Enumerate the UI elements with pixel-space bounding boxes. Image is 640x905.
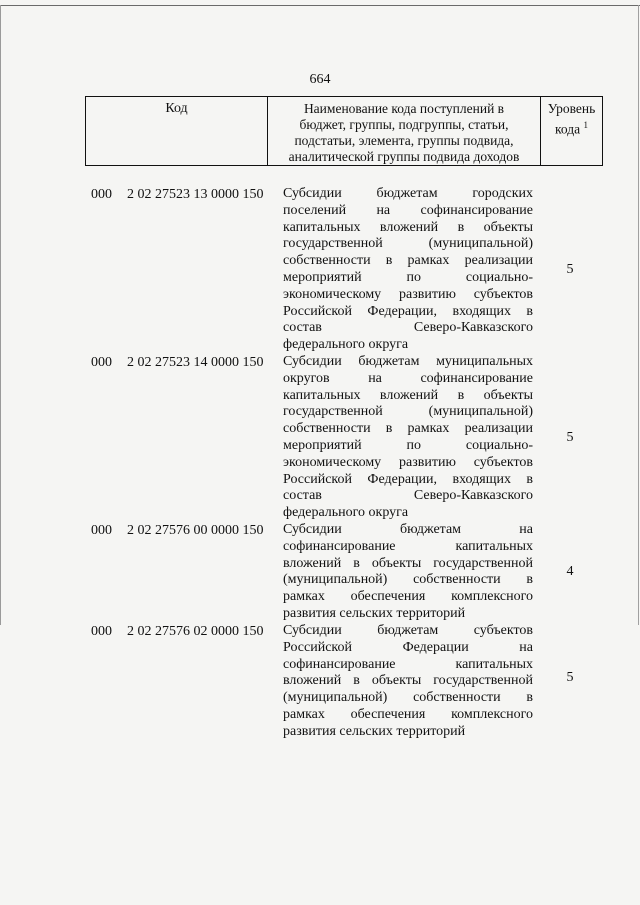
description-line: Субсидии бюджетам муниципальных <box>283 354 533 369</box>
scan-right-edge <box>638 5 639 625</box>
description-line: (муниципальной) собственности в <box>283 690 533 706</box>
description-line: софинансирование капитальных <box>283 538 533 554</box>
budget-code: 2 02 27523 14 0000 150 <box>127 355 264 370</box>
description-line: федерального округа <box>283 505 409 521</box>
description-line: Субсидии бюджетам на <box>283 522 533 537</box>
header-code: Код <box>165 101 188 116</box>
description-line: состав Северо-Кавказского <box>283 320 533 336</box>
description-line: вложений в объекты государственной <box>283 555 533 571</box>
budget-code: 2 02 27576 02 0000 150 <box>127 624 264 639</box>
scan-left-edge <box>0 5 1 625</box>
header-name-line: аналитической группы подвида доходов <box>288 149 520 164</box>
code-level: 5 <box>566 430 574 445</box>
code-description <box>283 623 533 741</box>
description-line: софинансирование капитальных <box>283 656 533 672</box>
header-name-line: подстатьи, элемента, группы подвида, <box>294 133 514 148</box>
code-description <box>283 354 533 522</box>
description-line: федерального округа <box>283 337 409 353</box>
description-line: развития сельских территорий <box>283 723 466 739</box>
description-line: мероприятий по социально- <box>283 269 533 285</box>
admin-code: 000 <box>91 523 112 538</box>
code-level: 5 <box>566 262 574 277</box>
description-line: капитальных вложений в объекты <box>283 219 533 235</box>
description-line: рамках обеспечения комплексного <box>283 706 533 722</box>
header-level <box>541 101 602 138</box>
header-level-line1: Уровень <box>547 101 596 116</box>
description-line: состав Северо-Кавказского <box>283 488 533 504</box>
description-line: развития сельских территорий <box>283 605 466 621</box>
description-line: государственной (муниципальной) <box>283 404 533 420</box>
description-line: экономическому развитию субъектов <box>283 286 533 302</box>
description-line: Субсидии бюджетам субъектов <box>283 623 533 638</box>
header-level-line2 <box>541 117 602 138</box>
table-header <box>85 96 603 166</box>
code-description <box>283 186 533 354</box>
admin-code: 000 <box>91 624 112 639</box>
description-line: Российской Федерации, входящих в <box>283 303 533 319</box>
description-line: собственности в рамках реализации <box>283 421 533 437</box>
description-line: Субсидии бюджетам городских <box>283 186 533 201</box>
scan-top-edge <box>0 5 640 6</box>
description-line: мероприятий по социально- <box>283 437 533 453</box>
header-name-line: бюджет, группы, подгруппы, статьи, <box>299 117 509 132</box>
description-line: собственности в рамках реализации <box>283 253 533 269</box>
description-line: поселений на софинансирование <box>283 202 533 218</box>
description-line: Российской Федерации, входящих в <box>283 471 533 487</box>
description-line: вложений в объекты государственной <box>283 673 533 689</box>
code-level: 5 <box>566 670 574 685</box>
budget-code: 2 02 27576 00 0000 150 <box>127 523 264 538</box>
code-level: 4 <box>566 564 574 579</box>
footnote-marker: 1 <box>583 120 588 130</box>
description-line: капитальных вложений в объекты <box>283 387 533 403</box>
description-line: округов на софинансирование <box>283 370 533 386</box>
code-description <box>283 522 533 623</box>
description-line: (муниципальной) собственности в <box>283 572 533 588</box>
header-border-right <box>602 97 603 165</box>
header-name-line: Наименование кода поступлений в <box>303 101 505 116</box>
page-number: 664 <box>309 72 331 87</box>
header-level-text: кода <box>555 121 581 137</box>
description-line: рамках обеспечения комплексного <box>283 589 533 605</box>
budget-code: 2 02 27523 13 0000 150 <box>127 187 264 202</box>
description-line: государственной (муниципальной) <box>283 236 533 252</box>
description-line: экономическому развитию субъектов <box>283 454 533 470</box>
admin-code: 000 <box>91 187 112 202</box>
admin-code: 000 <box>91 355 112 370</box>
description-line: Российской Федерации на <box>283 639 533 655</box>
header-name <box>268 101 540 165</box>
